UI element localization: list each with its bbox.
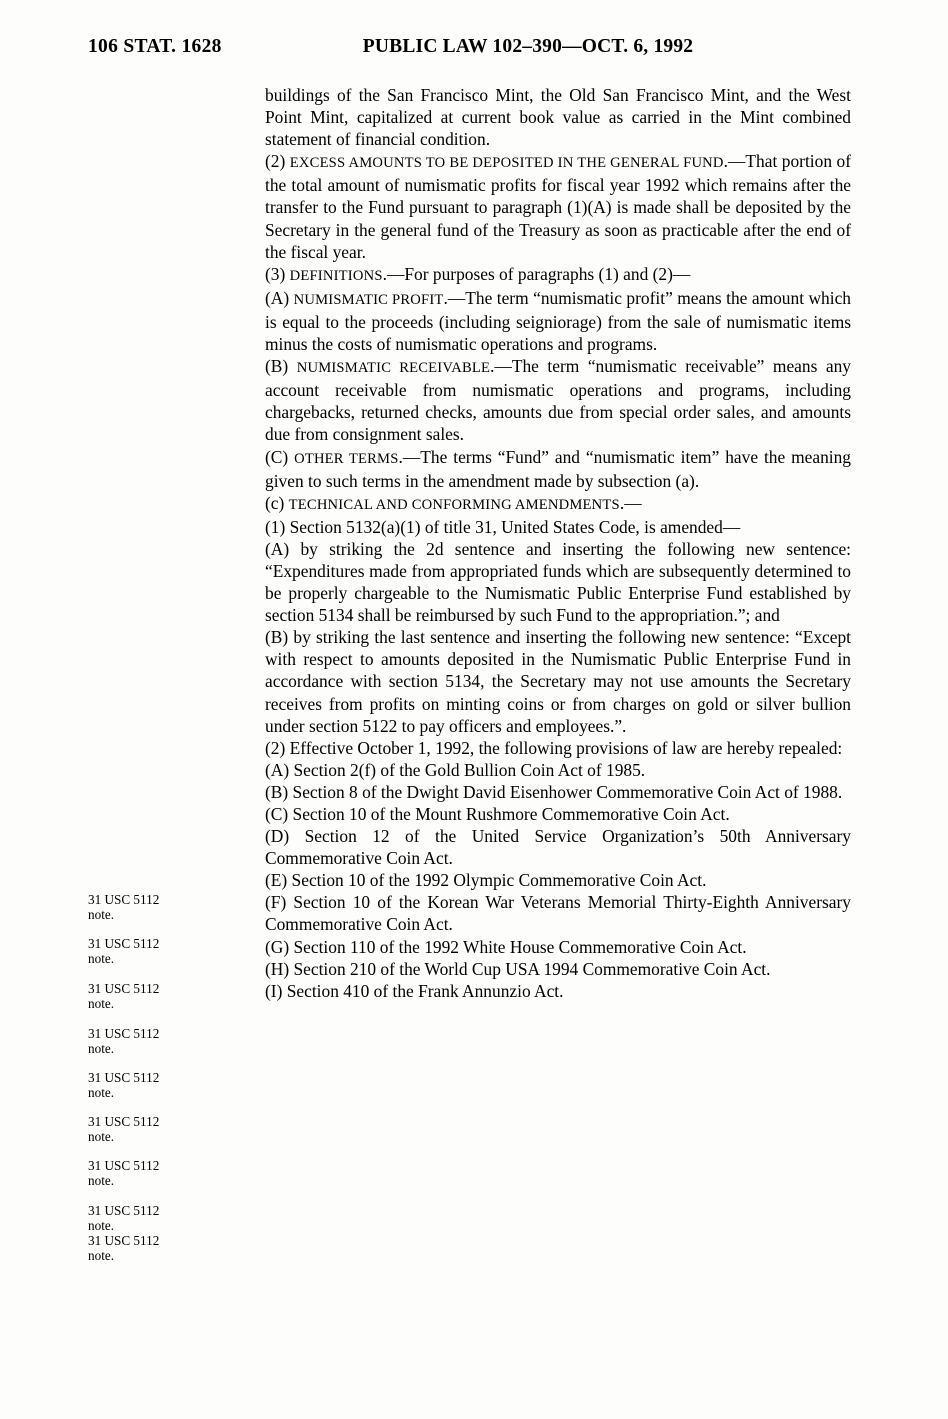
paragraph-p12: (A) Section 2(f) of the Gold Bullion Coin Act of 1985. xyxy=(265,759,646,780)
paragraph-p9: (A) by striking the 2d sentence and inserting the following new sentence: “Expenditures made from appropriated funds which are subsequently determined to be properly chargeable to the Numismatic Public Enterprise Fund established by section 5134 shall be reimbursed by such Fund to the appropriation.”; and xyxy=(265,538,851,626)
margin-note-citation: 31 USC 5112 xyxy=(88,1070,160,1085)
margin-note-label: note. xyxy=(88,1248,115,1263)
margin-note xyxy=(88,892,228,922)
margin-note-citation: 31 USC 5112 xyxy=(88,981,160,996)
margin-note xyxy=(88,1158,228,1188)
paragraph-p19: (H) Section 210 of the World Cup USA 1994 Commemorative Coin Act. xyxy=(265,958,771,979)
body-text-column xyxy=(265,84,851,1002)
paragraph-p20: (I) Section 410 of the Frank Annunzio Act. xyxy=(265,980,564,1001)
margin-note xyxy=(88,981,228,1011)
paragraph-p14: (C) Section 10 of the Mount Rushmore Commemorative Coin Act. xyxy=(265,804,730,824)
paragraph-p8: (1) Section 5132(a)(1) of title 31, United States Code, is amended— xyxy=(265,516,741,537)
paragraph-p17: (F) Section 10 of the Korean War Veterans Memorial Thirty-Eighth Anniversary Commemorative Coin Act. xyxy=(265,892,851,935)
margin-note xyxy=(88,1114,228,1144)
paragraph-p7: (c) TECHNICAL AND CONFORMING AMENDMENTS.— xyxy=(265,492,642,513)
margin-note-citation: 31 USC 5112 xyxy=(88,1158,160,1173)
margin-note xyxy=(88,1026,228,1056)
margin-note xyxy=(88,1203,228,1233)
page-header xyxy=(88,36,888,62)
paragraph-p5: (B) NUMISMATIC RECEIVABLE.—The term “numismatic receivable” means any account receivable from numismatic operations and programs, including chargebacks, returned checks, amounts due from special order sales, and amounts due from consignment sales. xyxy=(265,356,851,445)
margin-note xyxy=(88,1233,228,1263)
paragraph-p13: (B) Section 8 of the Dwight David Eisenhower Commemorative Coin Act of 1988. xyxy=(265,781,843,802)
margin-note-citation: 31 USC 5112 xyxy=(88,936,160,951)
margin-note-citation: 31 USC 5112 xyxy=(88,1233,160,1248)
margin-note xyxy=(88,936,228,966)
paragraph-p15: (D) Section 12 of the United Service Organization’s 50th Anniversary Commemorative Coin Act. xyxy=(265,826,851,869)
paragraph-p16: (E) Section 10 of the 1992 Olympic Commemorative Coin Act. xyxy=(265,870,707,891)
paragraph-p4: (A) NUMISMATIC PROFIT.—The term “numismatic profit” means the amount which is equal to the proceeds (including seigniorage) from the sale of numismatic items minus the costs of numismatic operations and programs. xyxy=(265,287,851,355)
paragraph-p2: (2) EXCESS AMOUNTS TO BE DEPOSITED IN THE GENERAL FUND.—That portion of the total amount of numismatic profits for fiscal year 1992 which remains after the transfer to the Fund pursuant to paragraph (1)(A) is made shall be deposited by the Secretary in the general fund of the Treasury as soon as practicable after the end of the fiscal year. xyxy=(265,151,851,262)
margin-note-label: note. xyxy=(88,1041,115,1056)
margin-note-citation: 31 USC 5112 xyxy=(88,892,160,907)
margin-note-label: note. xyxy=(88,1129,115,1144)
margin-note-citation: 31 USC 5112 xyxy=(88,1203,160,1218)
paragraph-p3: (3) DEFINITIONS.—For purposes of paragraphs (1) and (2)— xyxy=(265,263,691,284)
margin-note-label: note. xyxy=(88,1218,115,1233)
margin-note-label: note. xyxy=(88,996,115,1011)
statute-citation: 106 STAT. 1628 xyxy=(88,36,222,57)
margin-note-label: note. xyxy=(88,1085,115,1100)
paragraph-p18: (G) Section 110 of the 1992 White House Commemorative Coin Act. xyxy=(265,936,747,957)
margin-note-citation: 31 USC 5112 xyxy=(88,1114,160,1129)
paragraph-p6: (C) OTHER TERMS.—The terms “Fund” and “numismatic item” have the meaning given to such terms in the amendment made by subsection (a). xyxy=(265,446,851,491)
margin-note-label: note. xyxy=(88,907,115,922)
paragraph-p10: (B) by striking the last sentence and inserting the following new sentence: “Except with respect to amounts deposited in the Numismatic Public Enterprise Fund in accordance with section 5134, the Secretary may not use amounts the Secretary receives from profits on minting coins or from charges on gold or silver bullion under section 5122 to pay officers and employees.”. xyxy=(265,627,851,736)
paragraph-p1: buildings of the San Francisco Mint, the Old San Francisco Mint, and the West Point Mint, capitalized at current book value as carried in the Mint combined statement of financial condition. xyxy=(265,85,851,150)
margin-note-citation: 31 USC 5112 xyxy=(88,1026,160,1041)
margin-note xyxy=(88,1070,228,1100)
margin-note-label: note. xyxy=(88,951,115,966)
page-title: PUBLIC LAW 102–390—OCT. 6, 1992 xyxy=(362,36,694,57)
paragraph-p11: (2) Effective October 1, 1992, the following provisions of law are hereby repealed: xyxy=(265,737,843,758)
margin-note-label: note. xyxy=(88,1173,115,1188)
